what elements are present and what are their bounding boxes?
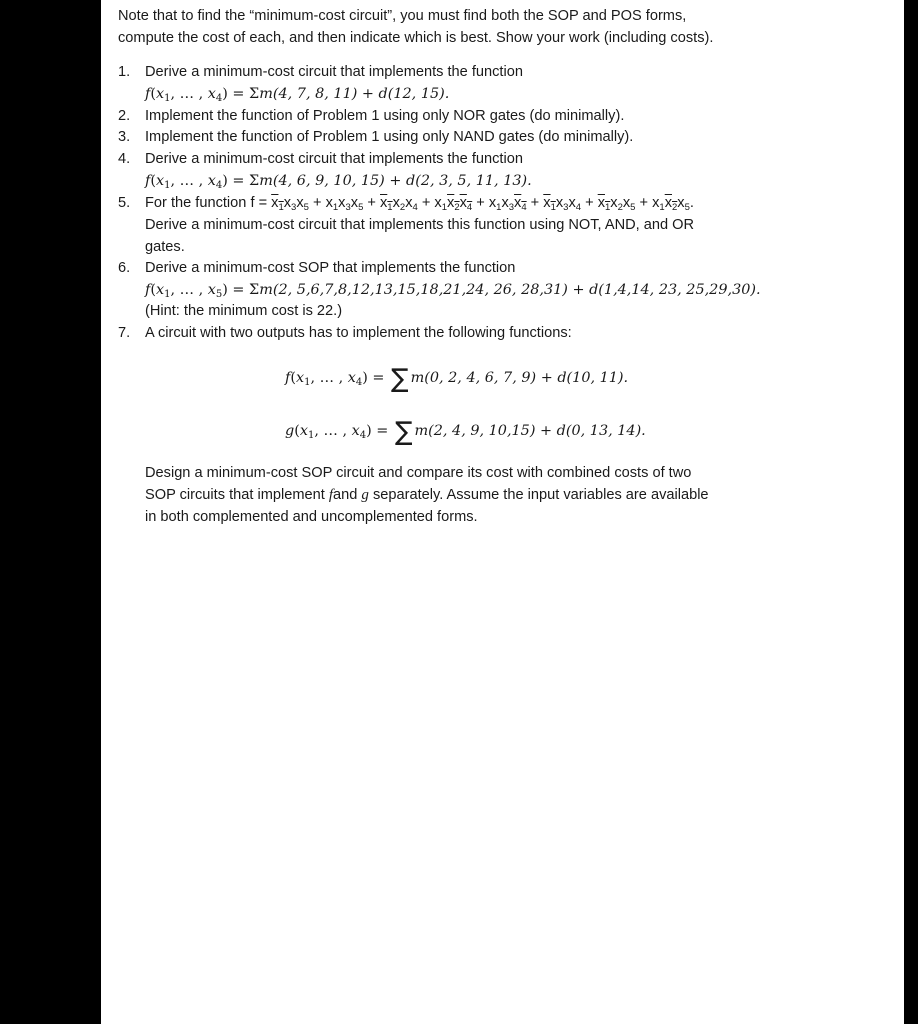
problem-7-text: A circuit with two outputs has to implement the following functions: (145, 325, 572, 341)
problem-6-formula: $f(x_1$, … , $x_5) = \Sigma m(2$, 5,6,7,8,12,13,15,18,21,24, 26, 28,31) + d(1,4,14, 23, 25,29,30). (145, 282, 761, 300)
problem-4-text: Derive a minimum-cost circuit that implements the function (145, 151, 523, 167)
problem-5-terms: $x_1x_3x_5 + x_1x_3x_5 + x_1x_2x_4 + x_1x_2x_4 + x_1x_3x_4 + x_1x_3x_4 + x_1x_2x_5 + x_1x_2x_5$. (271, 195, 694, 213)
intro-line-1: Note that to find the “minimum-cost circuit”, you must find both the SOP and POS forms, (118, 8, 687, 24)
problem-3-text: Implement the function of Problem 1 using only NAND gates (do minimally). (145, 129, 634, 145)
problem-5-term: $x_1x_2x_4$ (434, 195, 473, 213)
problem-7-number: 7. (118, 325, 131, 341)
problem-5-function: For the function $f = x_1x_3x_5 + x_1x_3x_5 + x_1x_2x_4 + x_1x_2x_4 + x_1x_3x_4 + x_1x_3x_4 + x_1x_2x_5 + x_1x_2x_5$. (145, 195, 694, 213)
problem-7-g-formula: $g(x_1$, … , $x_4$) = ∑ m(2, 4, 9, 10,15) + d(0, 13, 14). (285, 417, 646, 447)
problem-2-number: 2. (118, 108, 131, 124)
problem-7-after-2: SOP circuits that implement fand g separately. Assume the input variables are available (145, 487, 709, 503)
problem-2-text: Implement the function of Problem 1 using only NOR gates (do minimally). (145, 108, 625, 124)
problem-3-number: 3. (118, 129, 131, 145)
problem-7-f-formula: $f(x_1$, … , $x_4$) = ∑ m(0, 2, 4, 6, 7, 9) + d(10, 11). (285, 364, 629, 394)
problem-1-formula: $f(x_1$, … , $x_4) = \Sigma m(4$, 7, 8, 11) + d(12, 15). (145, 86, 450, 104)
problem-5-term: $x_1x_2x_5$ (652, 195, 690, 213)
problem-6-text: Derive a minimum-cost SOP that implements the function (145, 260, 516, 276)
document-page (101, 0, 904, 1024)
problem-1-text: Derive a minimum-cost circuit that implements the function (145, 64, 523, 80)
problem-5-line-3: gates. (145, 239, 185, 255)
problem-7-after-1: Design a minimum-cost SOP circuit and compare its cost with combined costs of two (145, 465, 692, 481)
problem-4-formula: $f(x_1$, … , $x_4) = \Sigma m(4$, 6, 9, 10, 15) + d(2, 3, 5, 11, 13). (145, 173, 532, 191)
problem-5-term: $x_1x_3x_4$ (543, 195, 582, 213)
problem-5-number: 5. (118, 195, 131, 211)
problem-4-number: 4. (118, 151, 131, 167)
intro-line-2: compute the cost of each, and then indicate which is best. Show your work (including costs). (118, 30, 714, 46)
problem-5-line-2: Derive a minimum-cost circuit that implements this function using NOT, AND, and OR (145, 217, 695, 233)
problem-7-after-3: in both complemented and uncomplemented forms. (145, 509, 478, 525)
problem-5-term: $x_1x_2x_5$ (597, 195, 636, 213)
problem-6-hint: (Hint: the minimum cost is 22.) (145, 303, 343, 319)
problem-5-term: $x_1x_3x_5$ (325, 195, 364, 213)
problem-5-term: $x_1x_3x_4$ (488, 195, 527, 213)
problem-5-term: $x_1x_2x_4$ (380, 195, 418, 213)
problem-6-number: 6. (118, 260, 131, 276)
problem-1-number: 1. (118, 64, 131, 80)
problem-5-term: $x_1x_3x_5$ (271, 195, 309, 213)
